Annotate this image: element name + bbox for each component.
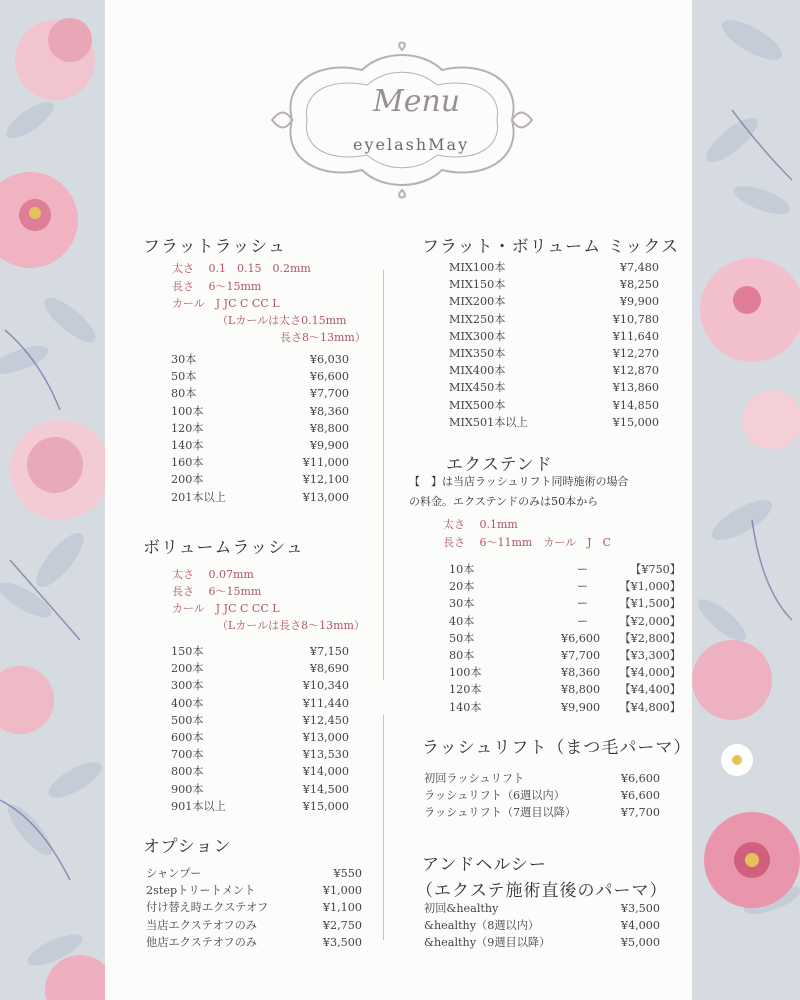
divider-blue xyxy=(383,715,384,940)
price-row xyxy=(171,403,349,420)
logo-title: Menu xyxy=(373,84,461,119)
item-price: ー xyxy=(577,597,589,611)
item-name: 10本 xyxy=(449,563,475,576)
price-row xyxy=(171,643,349,660)
price-row xyxy=(449,647,681,664)
item-name: 150本 xyxy=(171,645,204,658)
item-name: 201本以上 xyxy=(171,490,226,504)
divider-pink xyxy=(383,270,384,680)
item-name: MIX400本 xyxy=(449,364,506,378)
item-name: 120本 xyxy=(171,421,204,435)
price-row xyxy=(171,420,349,437)
item-price: ¥14,000 xyxy=(302,765,349,779)
price-row xyxy=(171,385,349,402)
item-name: 他店エクステオフのみ xyxy=(146,935,257,949)
right-floral-border xyxy=(692,0,800,1000)
price-row xyxy=(171,489,349,506)
item-name: 50本 xyxy=(449,631,475,645)
item-price: ¥7,700 xyxy=(309,387,349,401)
item-name: 600本 xyxy=(171,730,204,744)
item-price: ¥15,000 xyxy=(612,415,659,429)
item-price: ¥6,600 xyxy=(620,772,660,785)
item-name: 2stepトリートメント xyxy=(146,884,256,898)
price-row xyxy=(449,595,681,612)
item-price: ¥8,360 xyxy=(561,666,601,680)
item-price: ¥3,500 xyxy=(620,902,660,915)
flat-spec-curl: カール J JC C CC L xyxy=(172,297,280,310)
item-price: ¥8,250 xyxy=(619,278,659,292)
item-price: ¥6,600 xyxy=(309,370,349,384)
item-price: ¥12,450 xyxy=(302,713,349,727)
price-row xyxy=(424,934,660,951)
item-price: ー xyxy=(577,563,589,576)
price-row xyxy=(171,368,349,385)
item-name: 120本 xyxy=(449,683,482,697)
price-row xyxy=(449,276,659,293)
and-healthy-price-list xyxy=(424,900,660,952)
item-name: 200本 xyxy=(171,473,204,487)
item-name: 80本 xyxy=(449,648,475,662)
flat-lash-heading: フラットラッシュ xyxy=(143,237,286,257)
item-name: 初回ラッシュリフト xyxy=(424,772,525,785)
item-name: 80本 xyxy=(171,387,197,401)
price-row xyxy=(449,681,681,698)
item-name: 500本 xyxy=(171,713,204,727)
extend-spec-length-curl: 長さ 6〜11mm カール J C xyxy=(443,536,611,549)
price-row xyxy=(171,437,349,454)
item-name: MIX200本 xyxy=(449,295,506,309)
item-price: ¥10,340 xyxy=(302,679,349,693)
item-price: ¥10,780 xyxy=(612,312,659,326)
item-price: ¥3,500 xyxy=(322,935,362,949)
price-row xyxy=(146,899,362,916)
item-price: ¥8,690 xyxy=(309,662,349,676)
item-price: ¥12,270 xyxy=(612,346,659,360)
flat-spec-note1: （Lカールは太さ0.15mm xyxy=(217,314,347,327)
price-row xyxy=(449,397,659,414)
item-lift-price: 【¥2,000】 xyxy=(619,614,681,628)
and-healthy-heading: アンドヘルシー xyxy=(422,855,547,875)
volume-spec-curl: カール J JC C CC L xyxy=(172,602,280,615)
item-lift-price: 【¥4,800】 xyxy=(619,700,681,714)
price-row xyxy=(449,664,681,681)
item-price: ¥1,000 xyxy=(322,884,362,898)
item-price: ¥8,360 xyxy=(309,404,349,418)
left-floral-border xyxy=(0,0,105,1000)
item-name: 40本 xyxy=(449,614,475,628)
item-name: 30本 xyxy=(449,597,475,611)
item-name: 50本 xyxy=(171,370,197,384)
item-name: 付け替え時エクステオフ xyxy=(146,901,269,915)
item-price: ¥7,480 xyxy=(619,261,659,274)
floral-decoration-left xyxy=(0,0,105,1000)
extend-note-line2: の料金。エクステンドのみは50本から xyxy=(409,495,599,508)
item-name: 300本 xyxy=(171,679,204,693)
price-row xyxy=(424,770,660,787)
item-price: ー xyxy=(577,580,589,594)
item-name: 900本 xyxy=(171,782,204,796)
price-row xyxy=(424,900,660,917)
item-lift-price: 【¥1,000】 xyxy=(619,580,681,594)
item-name: MIX150本 xyxy=(449,278,506,292)
ornamental-frame-icon xyxy=(262,40,542,200)
price-row xyxy=(171,712,349,729)
item-name: ラッシュリフト（7週目以降） xyxy=(424,806,577,820)
price-row xyxy=(449,259,659,276)
item-price: ¥13,860 xyxy=(612,381,659,395)
item-name: MIX500本 xyxy=(449,398,506,412)
item-name: 100本 xyxy=(171,404,204,418)
item-name: MIX501本以上 xyxy=(449,415,528,429)
item-lift-price: 【¥2,800】 xyxy=(619,631,681,645)
item-name: MIX450本 xyxy=(449,381,506,395)
item-price: ¥2,750 xyxy=(322,918,362,932)
item-price: ¥7,700 xyxy=(620,806,660,820)
price-row xyxy=(449,328,659,345)
item-price: ¥15,000 xyxy=(302,799,349,813)
mix-price-list xyxy=(449,259,659,431)
price-row xyxy=(171,351,349,368)
price-row xyxy=(449,613,681,630)
extend-spec-thickness: 太さ 0.1mm xyxy=(443,518,518,531)
item-price: ¥1,100 xyxy=(322,901,362,915)
price-row xyxy=(449,379,659,396)
mix-heading: フラット・ボリューム ミックス xyxy=(422,237,680,257)
item-name: 20本 xyxy=(449,580,475,594)
extend-heading: エクステンド xyxy=(446,455,553,475)
item-name: シャンプー xyxy=(146,867,202,880)
volume-spec-thickness: 太さ 0.07mm xyxy=(172,568,254,581)
item-price: ¥6,030 xyxy=(309,353,349,366)
item-name: MIX250本 xyxy=(449,312,506,326)
item-name: 初回&healthy xyxy=(424,902,499,915)
price-row xyxy=(146,882,362,899)
item-price: ¥7,700 xyxy=(561,648,601,662)
flat-spec-thickness: 太さ 0.1 0.15 0.2mm xyxy=(172,262,311,275)
price-row xyxy=(146,865,362,882)
lash-lift-price-list xyxy=(424,770,660,822)
item-name: MIX300本 xyxy=(449,329,506,343)
item-price: ¥9,900 xyxy=(309,438,349,452)
price-row xyxy=(171,729,349,746)
price-row xyxy=(424,787,660,804)
lash-lift-heading: ラッシュリフト（まつ毛パーマ） xyxy=(422,738,692,758)
price-row xyxy=(449,414,659,431)
item-price: ¥8,800 xyxy=(309,421,349,435)
item-name: ラッシュリフト（6週以内） xyxy=(424,789,565,803)
price-row xyxy=(171,763,349,780)
price-row xyxy=(449,293,659,310)
item-name: 140本 xyxy=(449,700,482,714)
item-name: 200本 xyxy=(171,662,204,676)
price-row xyxy=(449,311,659,328)
price-row xyxy=(171,677,349,694)
item-name: 800本 xyxy=(171,765,204,779)
item-price: ¥14,500 xyxy=(302,782,349,796)
volume-spec-length: 長さ 6〜15mm xyxy=(172,585,262,598)
item-name: 140本 xyxy=(171,438,204,452)
price-row xyxy=(146,917,362,934)
item-name: 当店エクステオフのみ xyxy=(146,918,257,932)
extend-note-line1: 【 】は当店ラッシュリフト同時施術の場合 xyxy=(409,475,629,488)
price-row xyxy=(449,561,681,578)
floral-decoration-right xyxy=(692,0,800,1000)
price-row xyxy=(171,746,349,763)
item-name: &healthy（9週目以降） xyxy=(424,936,551,950)
and-healthy-subheading: （エクステ施術直後のパーマ） xyxy=(416,881,668,901)
item-name: MIX350本 xyxy=(449,346,506,360)
item-price: ¥13,000 xyxy=(302,730,349,744)
item-price: ¥11,640 xyxy=(612,329,659,343)
flat-price-list xyxy=(171,351,349,506)
option-price-list xyxy=(146,865,362,951)
item-price: ¥6,600 xyxy=(620,789,660,803)
price-row xyxy=(449,630,681,647)
item-name: 30本 xyxy=(171,353,197,366)
price-row xyxy=(424,917,660,934)
item-price: ¥9,900 xyxy=(619,295,659,309)
item-price: ¥5,000 xyxy=(620,936,660,950)
item-price: ¥11,000 xyxy=(302,456,349,470)
price-row xyxy=(171,471,349,488)
price-row xyxy=(146,934,362,951)
item-price: ¥11,440 xyxy=(302,696,349,710)
price-row xyxy=(449,362,659,379)
item-name: 160本 xyxy=(171,456,204,470)
option-heading: オプション xyxy=(143,837,232,857)
logo-subtitle: eyelashMay xyxy=(353,135,470,154)
item-lift-price: 【¥4,000】 xyxy=(619,666,681,680)
price-row xyxy=(171,695,349,712)
item-price: ¥9,900 xyxy=(561,700,601,714)
price-row xyxy=(424,804,660,821)
item-name: 901本以上 xyxy=(171,799,226,813)
item-price: ¥14,850 xyxy=(612,398,659,412)
item-price: ¥6,600 xyxy=(561,631,601,645)
item-lift-price: 【¥3,300】 xyxy=(619,648,681,662)
extend-price-list xyxy=(449,561,681,716)
price-row xyxy=(449,699,681,716)
item-lift-price: 【¥1,500】 xyxy=(619,597,681,611)
item-price: ¥4,000 xyxy=(620,919,660,933)
item-price: ー xyxy=(577,614,589,628)
item-name: &healthy（8週以内） xyxy=(424,919,540,933)
item-price: ¥550 xyxy=(333,867,362,880)
price-row xyxy=(449,345,659,362)
item-price: ¥7,150 xyxy=(309,645,349,658)
price-row xyxy=(171,660,349,677)
volume-price-list xyxy=(171,643,349,815)
item-name: 400本 xyxy=(171,696,204,710)
item-lift-price: 【¥750】 xyxy=(630,563,681,576)
item-price: ¥12,870 xyxy=(612,364,659,378)
volume-spec-note: （Lカールは長さ8〜13mm） xyxy=(217,619,365,632)
volume-lash-heading: ボリュームラッシュ xyxy=(143,538,304,558)
item-lift-price: 【¥4,400】 xyxy=(619,683,681,697)
flat-spec-length: 長さ 6〜15mm xyxy=(172,280,262,293)
price-row xyxy=(171,781,349,798)
price-row xyxy=(171,798,349,815)
price-row xyxy=(449,578,681,595)
item-name: 700本 xyxy=(171,748,204,762)
item-price: ¥13,530 xyxy=(302,748,349,762)
item-price: ¥12,100 xyxy=(302,473,349,487)
flat-spec-note2: 長さ8〜13mm） xyxy=(280,331,366,344)
item-name: MIX100本 xyxy=(449,261,506,274)
item-price: ¥13,000 xyxy=(302,490,349,504)
item-name: 100本 xyxy=(449,666,482,680)
price-row xyxy=(171,454,349,471)
item-price: ¥8,800 xyxy=(561,683,601,697)
